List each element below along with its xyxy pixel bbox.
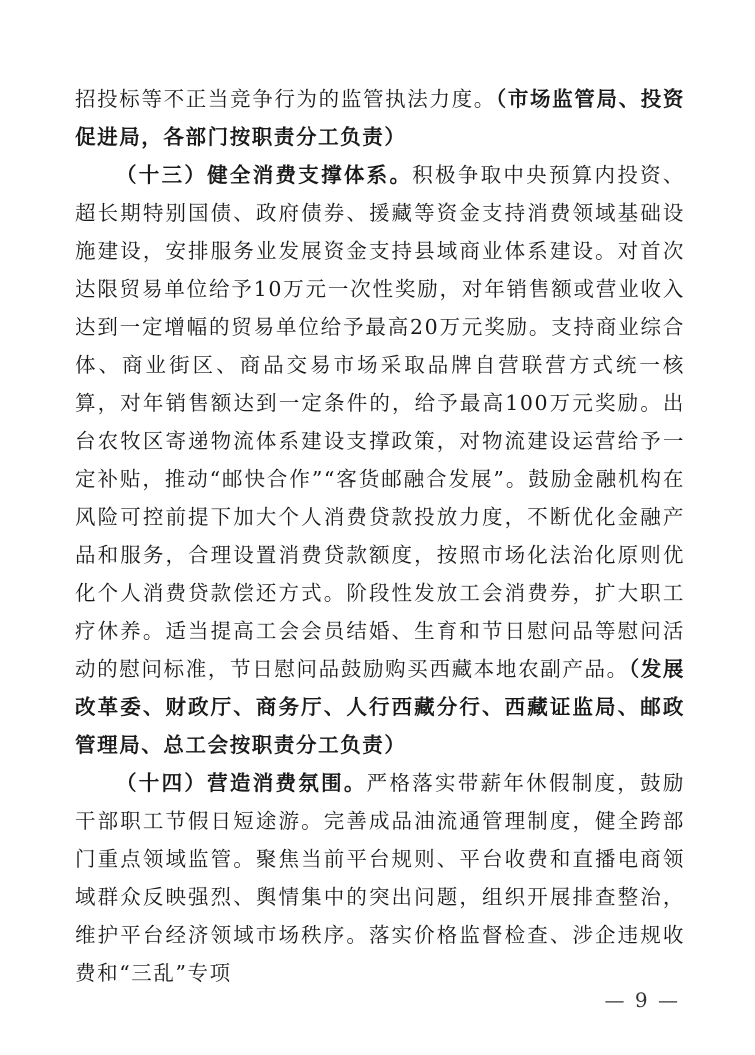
paragraph-2-body: 积极争取中央预算内投资、超长期特别国债、政府债券、援藏等资金支持消费领域基础设施建设，安排服务业发展资金支持县域商业体系建设。对首次达限贸易单位给予10万元一次性奖励，对年销售额或营业收入达到一定增幅的贸易单位给予最高20万元奖励。支持商业综合体、商业街区、商品交易市场采取品牌自营联营方式统一核算，对年销售额达到一定条件的，给予最高100万元奖励。出台农牧区寄递物流体系建设支撑政策，对物流建设运营给予一定补贴，推动“邮快合作”“客货邮融合发展”。鼓励金融机构在风险可控前提下加大个人消费贷款投放力度，不断优化金融产品和服务，合理设置消费贷款额度，按照市场化法治化原则优化个人消费贷款偿还方式。阶段性发放工会消费券，扩大职工疗休养。适当提高工会会员结婚、生育和节日慰问品等慰问活动的慰问标准，节日慰问品鼓励购买西藏本地农副产品。 [75, 163, 685, 681]
paragraph-3-body: 严格落实带薪年休假制度，鼓励干部职工节假日短途游。完善成品油流通管理制度，健全跨部门重点领域监管。聚焦当前平台规则、平台收费和直播电商领域群众反映强烈、舆情集中的突出问题，组织开展排查整治，维护平台经济领域市场秩序。落实价格监督检查、涉企违规收费和“三乱”专项 [75, 771, 685, 985]
document-page [75, 80, 685, 992]
page-number: — 9 — [604, 988, 680, 1012]
paragraph-1-body: 招投标等不正当竞争行为的监管执法力度。 [75, 87, 496, 111]
paragraph-2-responsible: （发展改革委、财政厅、商务厅、人行西藏分行、西藏证监局、邮政管理局、总工会按职责分工负责） [75, 657, 686, 757]
paragraph-1-responsible: （市场监管局、投资促进局，各部门按职责分工负责） [75, 87, 685, 149]
paragraph-3-heading: （十四）营造消费氛围。 [116, 771, 367, 795]
paragraph-2-heading: （十三）健全消费支撑体系。 [116, 163, 413, 187]
paragraph-3 [75, 764, 685, 992]
paragraph-2 [75, 156, 685, 764]
paragraph-1 [75, 80, 685, 156]
